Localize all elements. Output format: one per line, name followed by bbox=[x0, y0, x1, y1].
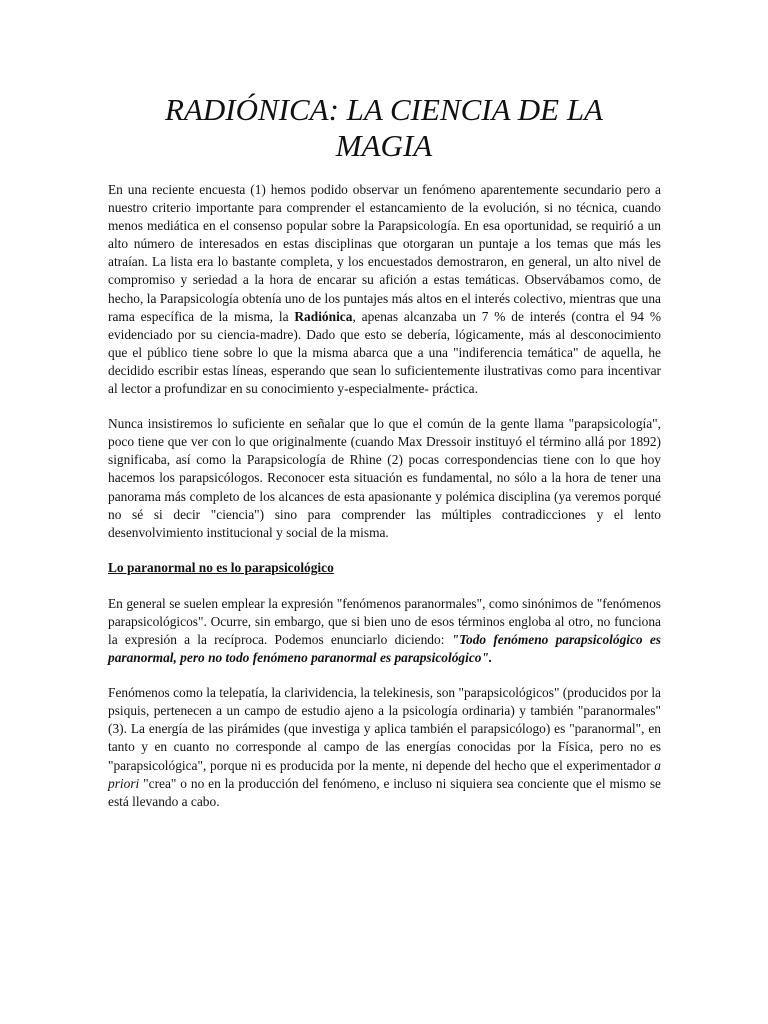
paranormal-quote: "Todo fenómeno parapsicológico es paranormal, pero no todo fenómeno paranormal es parapsicológico". bbox=[108, 631, 661, 666]
phenomena-text-part2: "crea" o no en la producción del fenómeno, e incluso ni siquiera sea conciente que el mismo se está llevando a cabo. bbox=[108, 775, 661, 809]
radionica-term: Radiónica bbox=[294, 308, 353, 324]
paragraph-paranormal-definition bbox=[108, 595, 661, 667]
document-title: RADIÓNICA: LA CIENCIA DE LA MAGIA bbox=[164, 92, 603, 163]
paragraph-phenomena bbox=[108, 684, 661, 811]
intro-text-part1: En una reciente encuesta (1) hemos podido observar un fenómeno aparentemente secundario pero a nuestro criterio importante para comprender el estancamiento de la evolución, si no técnica, cuando menos mediática en el consenso popular sobre la Parapsicología. En esa oportunidad, se requirió a un alto número de interesados en estas disciplinas que otorgaran un puntaje a los temas que más les atraían. La lista era lo bastante completa, y los encuestados demostraron, en general, un alto nivel de compromiso y seriedad a la hora de encarar su afición a estas temáticas. Observábamos como, de hecho, la Parapsicología obtenía uno de los puntajes más altos en el interés colectivo, mientras que una rama específica de la misma, la bbox=[108, 182, 661, 324]
intro-text-part2: , apenas alcanzaba un 7 % de interés (contra el 94 % evidenciado por su ciencia-madre). Dado que esto se debería, lógicamente, más al desconocimiento que el público tiene sobre lo que la misma abarca que a una "indiferencia temática" de aquella, he decidido escribir estas líneas, esperando que sean lo suficientemente ilustrativas como para incentivar al lector a profundizar en su conocimiento y-especialmente- práctica. bbox=[108, 308, 661, 397]
document-body bbox=[108, 181, 661, 828]
intro-paragraph bbox=[108, 181, 661, 398]
paragraph-paranormal-text: En general se suelen emplear la expresión "fenómenos paranormales", como sinónimos de "fenómenos parapsicológicos". Ocurre, sin embargo, que si bien uno de esos términos engloba al otro, no funciona la expresión a la recíproca. Podemos enunciarlo diciendo: bbox=[108, 595, 661, 647]
section-heading: Lo paranormal no es lo parapsicológico bbox=[108, 559, 334, 575]
a-priori-term: a priori bbox=[108, 757, 661, 791]
phenomena-text-part1: Fenómenos como la telepatía, la clarividencia, la telekinesis, son "parapsicológicos" (producidos por la psiquis, pertenecen a un campo de estudio ajeno a la psicología ordinaria) y también "paranormales" (3). La energía de las pirámides (que investiga y aplica también el parapsicólogo) es "paranormal", en tanto y en cuanto no corresponde al campo de las energías conocidas por la Física, pero no es "parapsicológica", porque ni es producida por la mente, ni depende del hecho que el experimentador bbox=[108, 685, 661, 773]
paragraph-dressoir: Nunca insistiremos lo suficiente en señalar que lo que el común de la gente llama "parapsicología", poco tiene que ver con lo que originalmente (cuando Max Dressoir instituyó el término allá por 1892) significaba, así como la Parapsicología de Rhine (2) pocas correspondencias tiene con lo que hoy hacemos los parapsicólogos. Reconocer esta situación es fundamental, no sólo a la hora de tener una panorama más completo de los alcances de esta apasionante y polémica disciplina (ya veremos porqué no sé si decir "ciencia") sino para comprender las múltiples contradicciones y el lento desenvolvimiento institucional y social de la misma. bbox=[108, 416, 661, 540]
